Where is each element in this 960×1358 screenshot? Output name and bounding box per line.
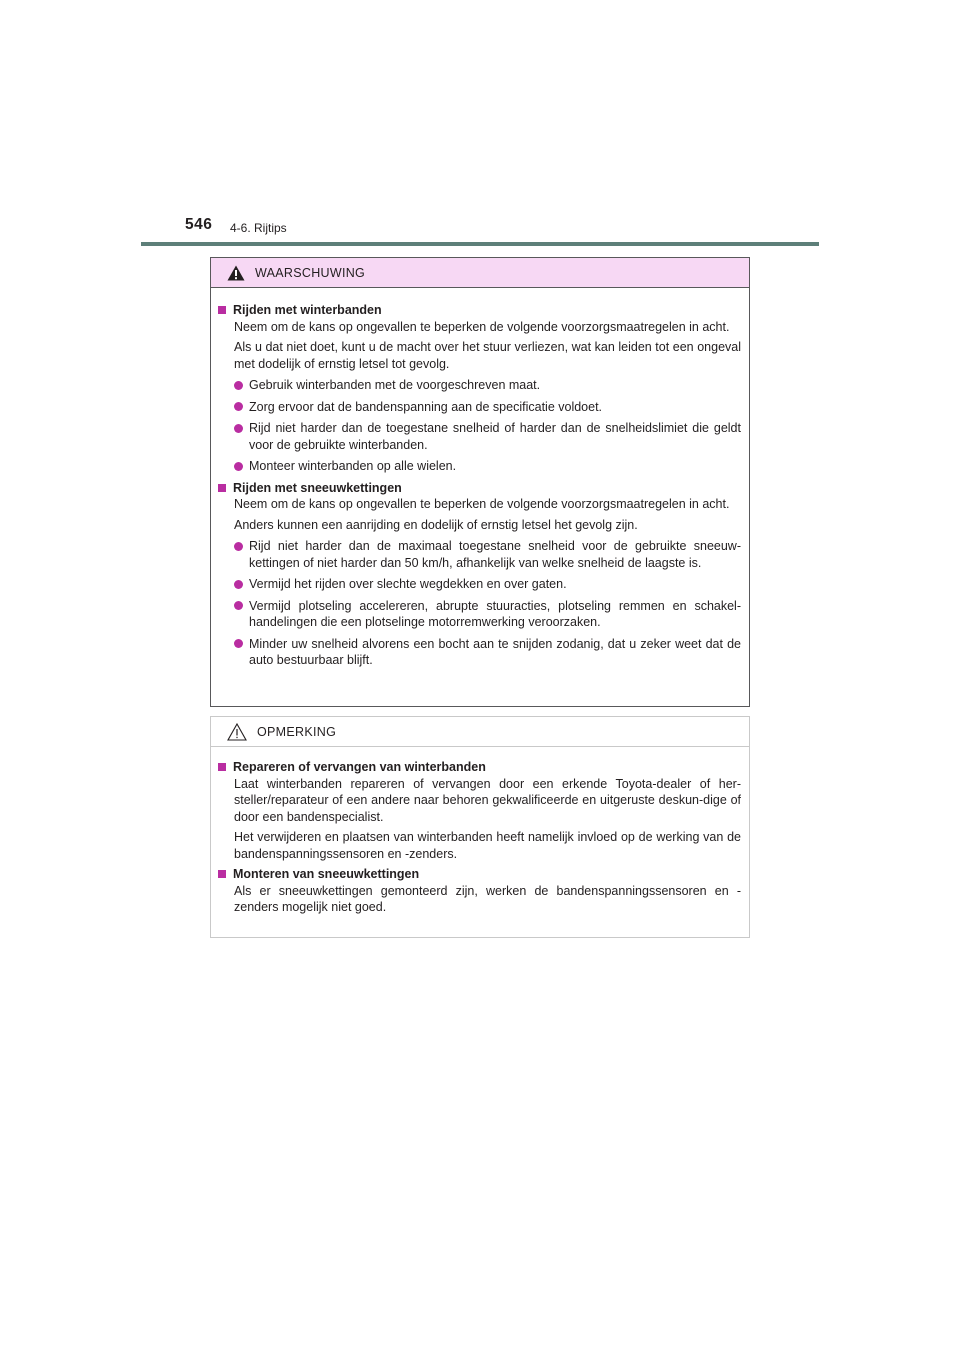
note-section	[218, 759, 741, 862]
warning-section	[218, 480, 741, 669]
square-bullet-icon	[218, 763, 226, 771]
heading-text: Repareren of vervangen van winterbanden	[233, 760, 486, 774]
list-item	[234, 377, 741, 394]
warning-header	[211, 258, 749, 288]
warning-triangle-icon	[227, 265, 245, 281]
list-item	[234, 458, 741, 475]
square-bullet-icon	[218, 870, 226, 878]
paragraph: Laat winterbanden repareren of vervangen door een erkende Toyota-dealer of her-steller/reparateur of een andere naar behoren gekwalificeerde en uitgeruste deskun-dige of door een bandenspecialist.	[234, 776, 741, 824]
section-heading	[218, 480, 741, 497]
warning-box	[210, 257, 750, 707]
page-number: 546	[185, 216, 213, 233]
list-item	[234, 420, 741, 453]
round-bullet-icon	[234, 580, 243, 589]
list-item-text: Vermijd plotseling accelereren, abrupte stuuracties, plotseling remmen en schakel-handelingen die een plotselinge motorremwerking veroorzaken.	[249, 598, 741, 629]
section-heading	[218, 866, 741, 883]
list-item	[234, 538, 741, 571]
section-heading	[218, 759, 741, 776]
note-section	[218, 866, 741, 916]
bullet-list	[218, 377, 741, 475]
round-bullet-icon	[234, 381, 243, 390]
square-bullet-icon	[218, 306, 226, 314]
list-item-text: Vermijd het rijden over slechte wegdekken en over gaten.	[249, 577, 567, 591]
list-item	[234, 598, 741, 631]
bullet-list	[218, 538, 741, 669]
paragraph: Het verwijderen en plaatsen van winterbanden heeft namelijk invloed op de werking van de bandenspanningssensoren en -zenders.	[234, 830, 741, 861]
warning-title: WAARSCHUWING	[255, 265, 366, 280]
list-item-text: Zorg ervoor dat de bandenspanning aan de specificatie voldoet.	[249, 399, 603, 414]
paragraph: Neem om de kans op ongevallen te beperken de volgende voorzorgsmaatregelen in acht.	[234, 319, 730, 334]
heading-text: Rijden met winterbanden	[233, 303, 382, 317]
round-bullet-icon	[234, 462, 243, 471]
list-item-text: Monteer winterbanden op alle wielen.	[249, 459, 457, 473]
header-rule	[141, 242, 819, 246]
note-header	[211, 717, 749, 747]
heading-text: Rijden met sneeuwkettingen	[233, 480, 402, 495]
round-bullet-icon	[234, 402, 243, 411]
warning-section	[218, 302, 741, 475]
list-item	[234, 576, 741, 593]
list-item-text: Rijd niet harder dan de toegestane snelheid of harder dan de snelheidslimiet die geldt voor de gebruikte winterbanden.	[249, 421, 741, 452]
paragraph: Neem om de kans op ongevallen te beperken de volgende voorzorgsmaatregelen in acht.	[234, 497, 730, 511]
caution-outline-triangle-icon	[227, 723, 247, 741]
round-bullet-icon	[234, 639, 243, 648]
list-item-text: Rijd niet harder dan de maximaal toegestane snelheid voor de gebruikte sneeuw-kettingen of niet harder dan 50 km/h, afhankelijk van welke snelheid de laagste is.	[249, 539, 741, 570]
square-bullet-icon	[218, 484, 226, 492]
list-item	[234, 636, 741, 669]
paragraph: Anders kunnen een aanrijding en dodelijk of ernstig letsel het gevolg zijn.	[234, 517, 638, 532]
section-title: 4-6. Rijtips	[230, 221, 287, 235]
list-item-text: Minder uw snelheid alvorens een bocht aan te snijden zodanig, dat u zeker weet dat de auto bestuurbaar blijft.	[249, 636, 741, 667]
list-item	[234, 399, 741, 416]
paragraph: Als er sneeuwkettingen gemonteerd zijn, werken de bandenspanningssensoren en -zenders mogelijk niet goed.	[234, 883, 741, 914]
round-bullet-icon	[234, 424, 243, 433]
round-bullet-icon	[234, 542, 243, 551]
list-item-text: Gebruik winterbanden met de voorgeschreven maat.	[249, 378, 541, 392]
note-title: OPMERKING	[257, 724, 337, 739]
note-box	[210, 716, 750, 938]
paragraph: Als u dat niet doet, kunt u de macht over het stuur verliezen, wat kan leiden tot een ongeval met dodelijk of ernstig letsel tot gevolg.	[234, 340, 741, 371]
heading-text: Monteren van sneeuwkettingen	[233, 867, 420, 881]
round-bullet-icon	[234, 601, 243, 610]
section-heading	[218, 302, 741, 319]
